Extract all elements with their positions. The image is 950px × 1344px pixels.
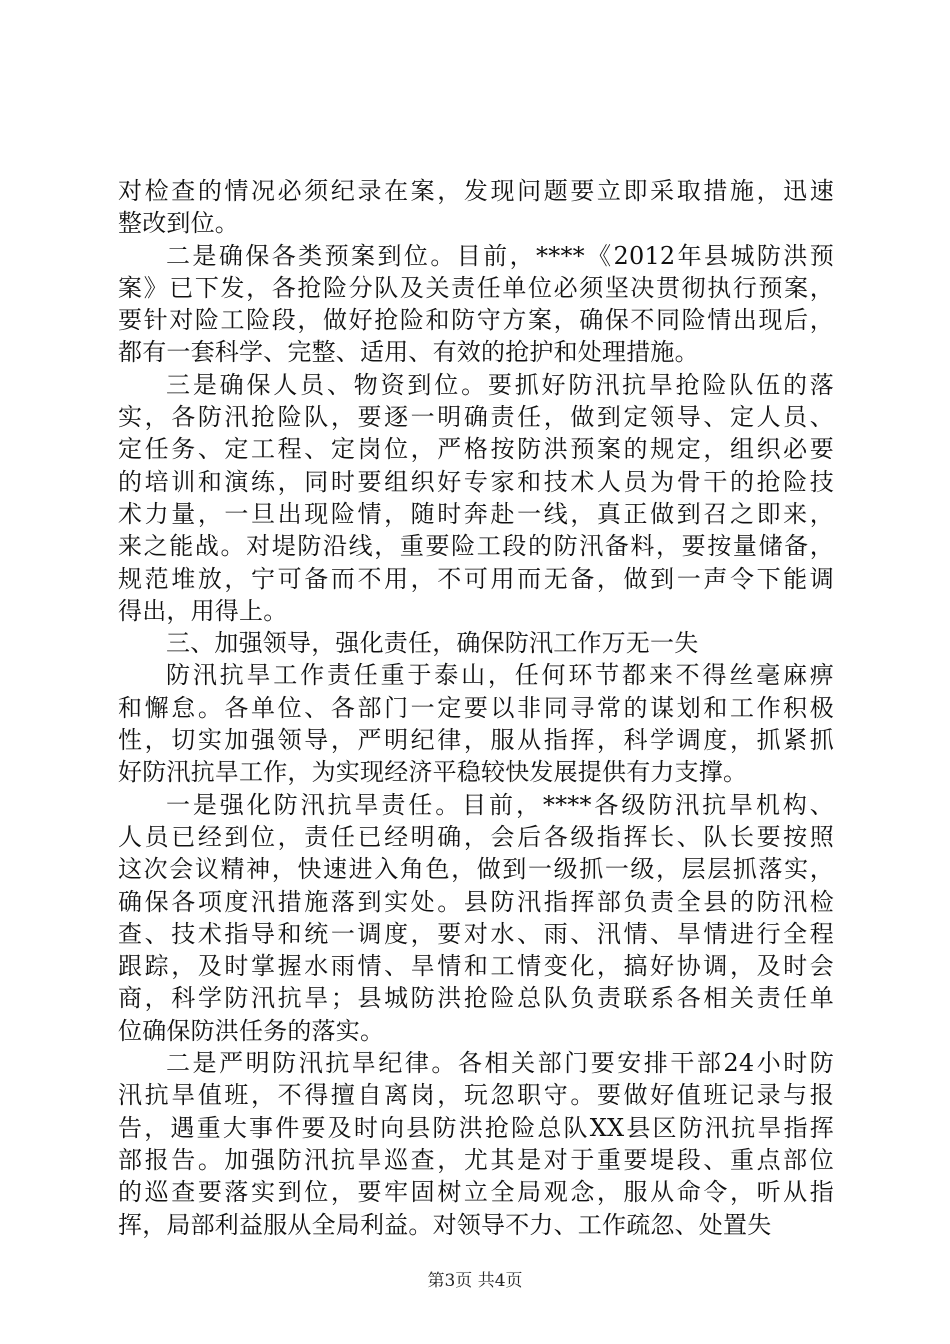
text-line: 三、加强领导，强化责任，确保防汛工作万无一失 bbox=[166, 629, 699, 658]
text-line: 汛抗旱值班，不得擅自离岗，玩忽职守。要做好值班记录与报 bbox=[118, 1081, 834, 1110]
text-line: 实，各防汛抢险队，要逐一明确责任，做到定领导、定人员、 bbox=[118, 403, 834, 432]
text-line: 规范堆放，宁可备而不用，不可用而无备，做到一声令下能调 bbox=[118, 564, 834, 593]
text-line: 都有一套科学、完整、适用、有效的抢护和处理措施。 bbox=[118, 338, 699, 367]
text-line: 的培训和演练，同时要组织好专家和技术人员为骨干的抢险技 bbox=[118, 467, 834, 496]
paragraph bbox=[118, 240, 834, 369]
text-line: 挥，局部利益服从全局利益。对领导不力、工作疏忽、处置失 bbox=[118, 1210, 772, 1239]
text-line: 得出，用得上。 bbox=[118, 596, 288, 625]
text-line: 对检查的情况必须纪录在案，发现问题要立即采取措施，迅速 bbox=[118, 177, 834, 205]
text-line: 好防汛抗旱工作，为实现经济平稳较快发展提供有力支撑。 bbox=[118, 758, 748, 787]
text-line: 术力量，一旦出现险情，随时奔赴一线，真正做到召之即来， bbox=[118, 499, 834, 528]
text-line: 三是确保人员、物资到位。要抓好防汛抗旱抢险队伍的落 bbox=[166, 370, 834, 399]
text-line: 商，科学防汛抗旱；县城防洪抢险总队负责联系各相关责任单 bbox=[118, 984, 834, 1013]
paragraph bbox=[118, 175, 834, 240]
text-line: 人员已经到位，责任已经明确，会后各级指挥长、队长要按照 bbox=[118, 822, 834, 851]
text-line: 防汛抗旱工作责任重于泰山，任何环节都来不得丝毫麻痹 bbox=[166, 661, 834, 690]
text-line: 二是确保各类预案到位。目前，****《2012年县城防洪预 bbox=[166, 241, 834, 270]
text-line: 查、技术指导和统一调度，要对水、雨、汛情、旱情进行全程 bbox=[118, 919, 834, 948]
text-line: 确保各项度汛措施落到实处。县防汛指挥部负责全县的防汛检 bbox=[118, 887, 834, 916]
text-line: 一是强化防汛抗旱责任。目前，****各级防汛抗旱机构、 bbox=[166, 790, 834, 819]
text-line: 部报告。加强防汛抗旱巡查，尤其是对于重要堤段、重点部位 bbox=[118, 1145, 834, 1174]
paragraph bbox=[118, 627, 834, 659]
text-line: 性，切实加强领导，严明纪律，服从指挥，科学调度，抓紧抓 bbox=[118, 726, 834, 755]
text-line: 案》已下发，各抢险分队及关责任单位必须坚决贯彻执行预案， bbox=[118, 273, 834, 302]
text-line: 二是严明防汛抗旱纪律。各相关部门要安排干部24小时防 bbox=[166, 1049, 834, 1078]
text-line: 的巡查要落实到位，要牢固树立全局观念，服从命令，听从指 bbox=[118, 1178, 834, 1207]
paragraph bbox=[118, 369, 834, 627]
text-line: 来之能战。对堤防沿线，重要险工段的防汛备料，要按量储备， bbox=[118, 532, 834, 561]
text-line: 整改到位。 bbox=[118, 209, 239, 238]
text-line: 要针对险工险段，做好抢险和防守方案，确保不同险情出现后， bbox=[118, 306, 834, 335]
text-line: 这次会议精神，快速进入角色，做到一级抓一级，层层抓落实， bbox=[118, 855, 834, 884]
text-line: 和懈怠。各单位、各部门一定要以非同寻常的谋划和工作积极 bbox=[118, 693, 834, 722]
text-line: 位确保防洪任务的落实。 bbox=[118, 1016, 385, 1045]
text-line: 定任务、定工程、定岗位，严格按防洪预案的规定，组织必要 bbox=[118, 435, 834, 464]
page-footer: 第3页 共4页 bbox=[427, 1271, 523, 1291]
document-body bbox=[118, 175, 834, 1241]
text-line: 告，遇重大事件要及时向县防洪抢险总队XX县区防汛抗旱指挥 bbox=[118, 1113, 834, 1142]
paragraph bbox=[118, 659, 834, 788]
paragraph bbox=[118, 1047, 834, 1241]
text-line: 跟踪，及时掌握水雨情、旱情和工情变化，搞好协调，及时会 bbox=[118, 952, 834, 981]
paragraph bbox=[118, 789, 834, 1047]
